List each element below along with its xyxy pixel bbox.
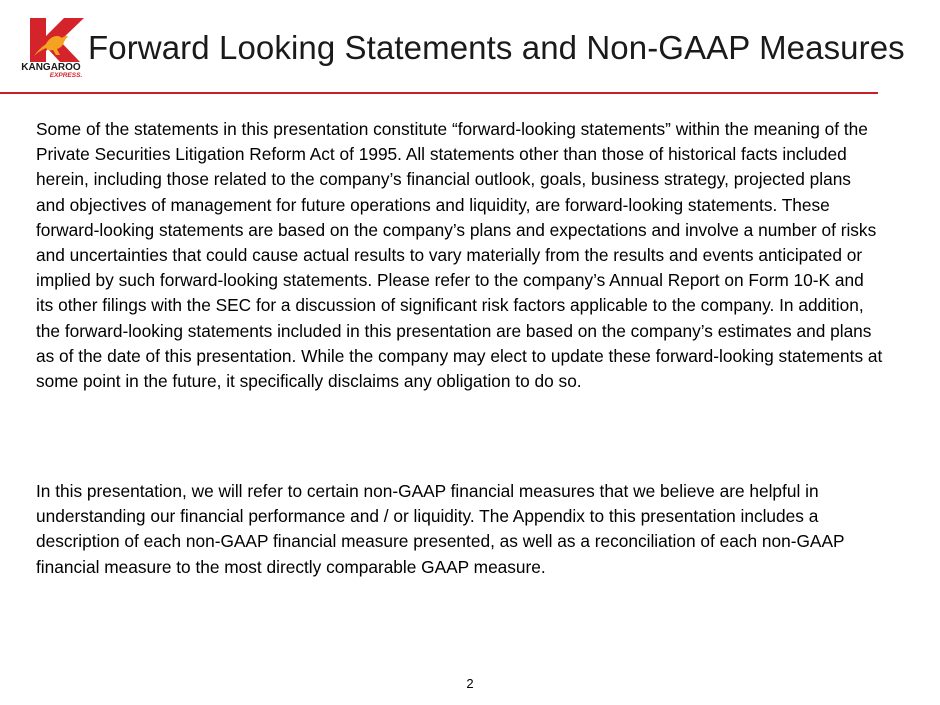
kangaroo-express-logo (16, 14, 86, 78)
logo-text-bottom: EXPRESS. (49, 72, 83, 78)
title-divider (0, 92, 878, 94)
forward-looking-paragraph: Some of the statements in this presentation constitute “forward-looking statements” within the meaning of the Private Securities Litigation Reform Act of 1995. All statements other than those of historical facts included herein, including those related to the company’s financial outlook, goals, business strategy, projected plans and objectives of management for future operations and liquidity, are forward-looking statements. These forward-looking statements are based on the company’s plans and expectations and involve a number of risks and uncertainties that could cause actual results to vary materially from the results and events anticipated or implied by such forward-looking statements. Please refer to the company’s Annual Report on Form 10-K and its other filings with the SEC for a discussion of significant risk factors applicable to the company. In addition, the forward-looking statements included in this presentation are based on the company’s estimates and plans as of the date of this presentation. While the company may elect to update these forward-looking statements at some point in the future, it specifically disclaims any obligation to do so. (36, 119, 883, 392)
non-gaap-paragraph: In this presentation, we will refer to certain non-GAAP financial measures that we believe are helpful in understanding our financial performance and / or liquidity. The Appendix to this presentation includes a description of each non-GAAP financial measure presented, as well as a reconciliation of each non-GAAP financial measure to the most directly comparable GAAP measure. (36, 481, 845, 577)
page-number: 2 (466, 676, 474, 691)
page-title: Forward Looking Statements and Non-GAAP Measures (88, 29, 905, 66)
logo-text-top: KANGAROO (21, 62, 81, 73)
